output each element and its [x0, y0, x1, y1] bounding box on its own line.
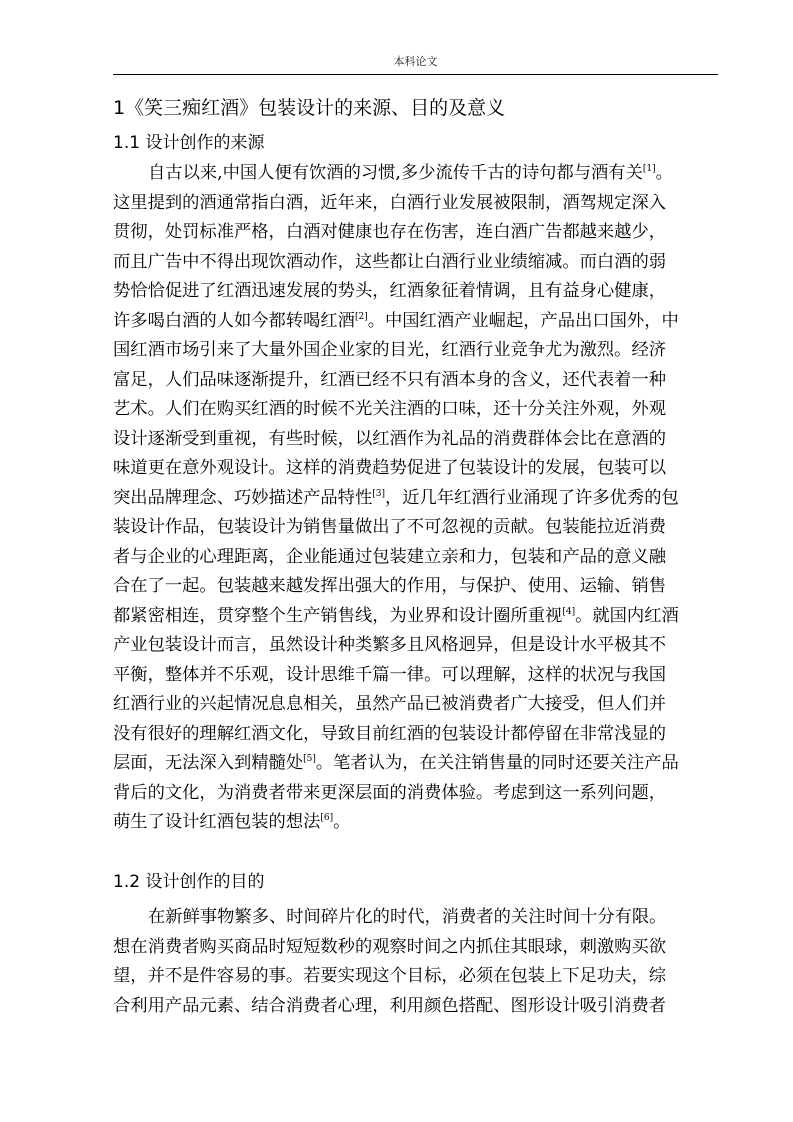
text-line: 设计逐渐受到重视，有些时候，以红酒作为礼品的消费群体会比在意酒的 [113, 428, 667, 449]
text-line: 望，并不是件容易的事。若要实现这个目标，必须在包装上下足功夫，综 [113, 966, 667, 986]
text-line: 萌生了设计红酒包装的想法[6]。 [113, 812, 351, 832]
text-line: 艺术。人们在购买红酒的时候不光关注酒的口味，还十分关注外观，外观 [113, 399, 667, 419]
citation: [1] [642, 164, 656, 175]
page-header: 本科论文 [393, 55, 438, 68]
text-line: 合利用产品元素、结合消费者心理，利用颜色搭配、图形设计吸引消费者 [113, 995, 667, 1016]
section-heading-purpose: 1.2 设计创作的目的 [113, 872, 265, 892]
text-line: 国红酒市场引来了大量外国企业家的目光，红酒行业竞争尤为激烈。经济 [113, 340, 667, 360]
text-line: 许多喝白酒的人如今都转喝红酒[2]。中国红酒产业崛起，产品出口国外，中 [113, 310, 679, 331]
text-line: 产业包装设计而言，虽然设计种类繁多且风格迥异，但是设计水平极其不 [113, 635, 667, 655]
text-line: 装设计作品，包装设计为销售量做出了不可忽视的贡献。包装能拉近消费 [113, 517, 667, 537]
text-line: 平衡，整体并不乐观，设计思维千篇一律。可以理解，这样的状况与我国 [113, 664, 667, 685]
text-line: 红酒行业的兴起情况息息相关，虽然产品已被消费者广大接受，但人们并 [113, 694, 667, 714]
paragraph-purpose [113, 903, 718, 1021]
citation: [5] [303, 754, 316, 765]
text-line: 富足，人们品味逐渐提升，红酒已经不只有酒本身的含义，还代表着一种 [113, 369, 667, 390]
text-line: 势恰恰促进了红酒迅速发展的势头，红酒象征着情调，且有益身心健康， [113, 281, 667, 301]
chapter-heading: 1《笑三痴红酒》包装设计的来源、目的及意义 [113, 97, 506, 119]
text-line: 在新鲜事物繁多、时间碎片化的时代，消费者的关注时间十分有限。 [148, 907, 667, 927]
text-line: 层面，无法深入到精髓处[5]。笔者认为，在关注销售量的同时还要关注产品 [113, 753, 679, 773]
text-line: 突出品牌理念、巧妙描述产品特性[3]，近几年红酒行业涌现了许多优秀的包 [113, 487, 679, 508]
paragraph-source [113, 159, 718, 838]
text-line: 味道更在意外观设计。这样的消费趋势促进了包装设计的发展，包装可以 [113, 458, 667, 478]
text-line: 这里提到的酒通常指白酒，近年来，白酒行业发展被限制，酒驾规定深入 [113, 192, 667, 213]
text-line: 都紧密相连，贯穿整个生产销售线，为业界和设计圈所重视[4]。就国内红酒 [113, 605, 679, 626]
citation: [3] [372, 488, 385, 499]
text-line: 者与企业的心理距离，企业能通过包装建立亲和力，包装和产品的意义融 [113, 546, 667, 567]
text-line: 而且广告中不得出现饮酒动作，这些都让白酒行业业绩缩减。而白酒的弱 [113, 251, 667, 272]
text-line: 合在了一起。包装越来越发挥出强大的作用，与保护、使用、运输、销售 [113, 576, 667, 596]
citation: [6] [320, 813, 334, 824]
citation: [4] [562, 606, 576, 617]
text-line: 没有很好的理解红酒文化，导致目前红酒的包装设计都停留在非常浅显的 [113, 723, 667, 744]
text-line: 想在消费者购买商品时短短数秒的观察时间之内抓住其眼球，刺激购买欲 [113, 936, 667, 957]
citation: [2] [354, 311, 368, 322]
text-line: 贯彻，处罚标准严格，白酒对健康也存在伤害，连白酒广告都越来越少， [113, 222, 667, 242]
header-rule [113, 74, 718, 75]
section-heading-source: 1.1 设计创作的来源 [113, 133, 265, 153]
text-line: 自古以来,中国人便有饮酒的习惯,多少流传千古的诗句都与酒有关[1]。 [148, 163, 673, 183]
text-line: 背后的文化，为消费者带来更深层面的消费体验。考虑到这一系列问题， [113, 782, 667, 803]
